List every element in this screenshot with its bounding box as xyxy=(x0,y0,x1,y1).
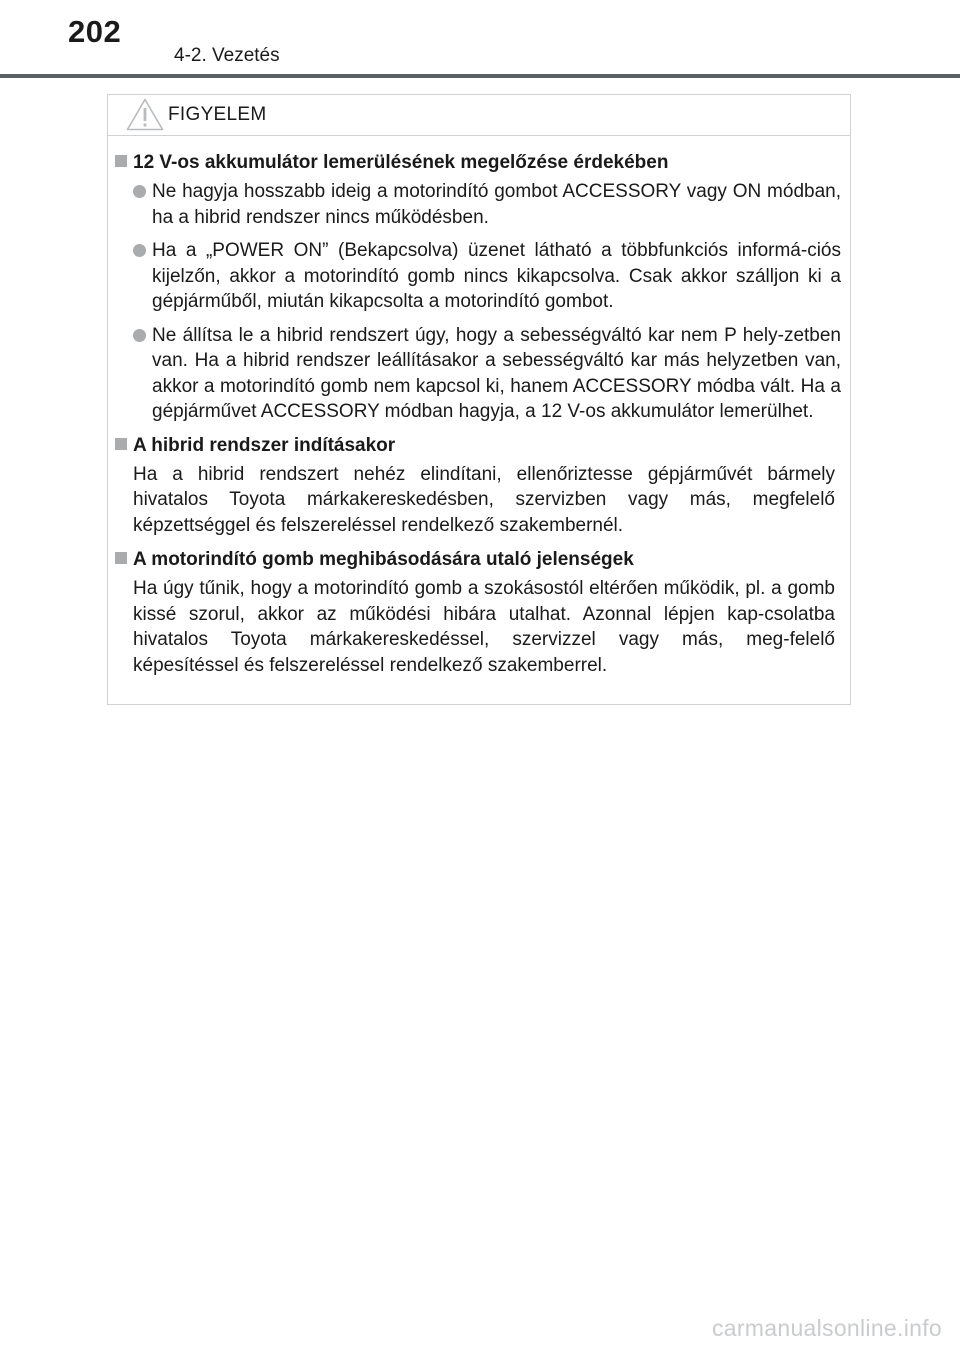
list-item xyxy=(108,179,849,230)
round-bullet-icon xyxy=(133,185,146,198)
list-item xyxy=(108,238,849,315)
section-paragraph: Ha úgy tűnik, hogy a motorindító gomb a szokásostól eltérően működik, pl. a gomb kissé szorul, akkor az működési hibára utalhat. Azonnal lépjen kap-csolatba hivatalos Toyota márkakereskedéssel, szervizzel vagy más, meg-felelő képesítéssel és felszereléssel rendelkező szakemberrel. xyxy=(133,578,835,676)
section-heading xyxy=(108,433,849,458)
section-heading xyxy=(108,547,849,572)
section-heading-text: A motorindító gomb meghibásodására utaló jelenségek xyxy=(133,549,634,570)
page-header xyxy=(0,0,960,80)
list-item-text: Ne állítsa le a hibrid rendszert úgy, hogy a sebességváltó kar nem P hely-zetben van. Ha a hibrid rendszer leállításakor a sebességváltó kar más helyzetben van, akkor a motorindító gomb nem kapcsol ki, hanem ACCESSORY módba vált. Ha a gépjárművet ACCESSORY módban hagyja, a 12 V-os akkumulátor lemerülhet. xyxy=(152,324,841,422)
header-divider xyxy=(0,74,960,78)
warning-box xyxy=(107,94,851,705)
watermark: carmanualsonline.info xyxy=(711,1315,942,1341)
round-bullet-icon xyxy=(133,329,146,342)
round-bullet-icon xyxy=(133,244,146,257)
section-title: 4-2. Vezetés xyxy=(174,45,280,66)
section-heading-text: 12 V-os akkumulátor lemerülésének megelőzése érdekében xyxy=(133,152,669,173)
square-bullet-icon xyxy=(115,155,127,167)
list-item xyxy=(108,323,849,425)
section-heading xyxy=(108,150,849,175)
list-item-text: Ha a „POWER ON” (Bekapcsolva) üzenet látható a többfunkciós informá-ciós kijelzőn, akkor a motorindító gomb nincs kikapcsolva. Csak akkor szálljon ki a gépjárműből, miután kikapcsolta a motorindító gombot. xyxy=(152,240,841,312)
warning-header xyxy=(108,95,850,136)
square-bullet-icon xyxy=(115,552,127,564)
square-bullet-icon xyxy=(115,438,127,450)
page-number: 202 xyxy=(68,14,122,49)
warning-content xyxy=(108,150,849,687)
warning-title: FIGYELEM xyxy=(168,104,267,125)
section-heading-text: A hibrid rendszer indításakor xyxy=(133,434,396,456)
list-item-text: Ne hagyja hosszabb ideig a motorindító gombot ACCESSORY vagy ON módban, ha a hibrid rendszer nincs működésben. xyxy=(152,181,841,228)
section-paragraph: Ha a hibrid rendszert nehéz elindítani, ellenőriztesse gépjárművét bármely hivatalos Toyota márkakereskedésben, szervizben vagy más, megfelelő képzettséggel és felszereléssel rendelkező szakembernél. xyxy=(133,463,835,536)
warning-triangle-icon xyxy=(126,98,164,131)
